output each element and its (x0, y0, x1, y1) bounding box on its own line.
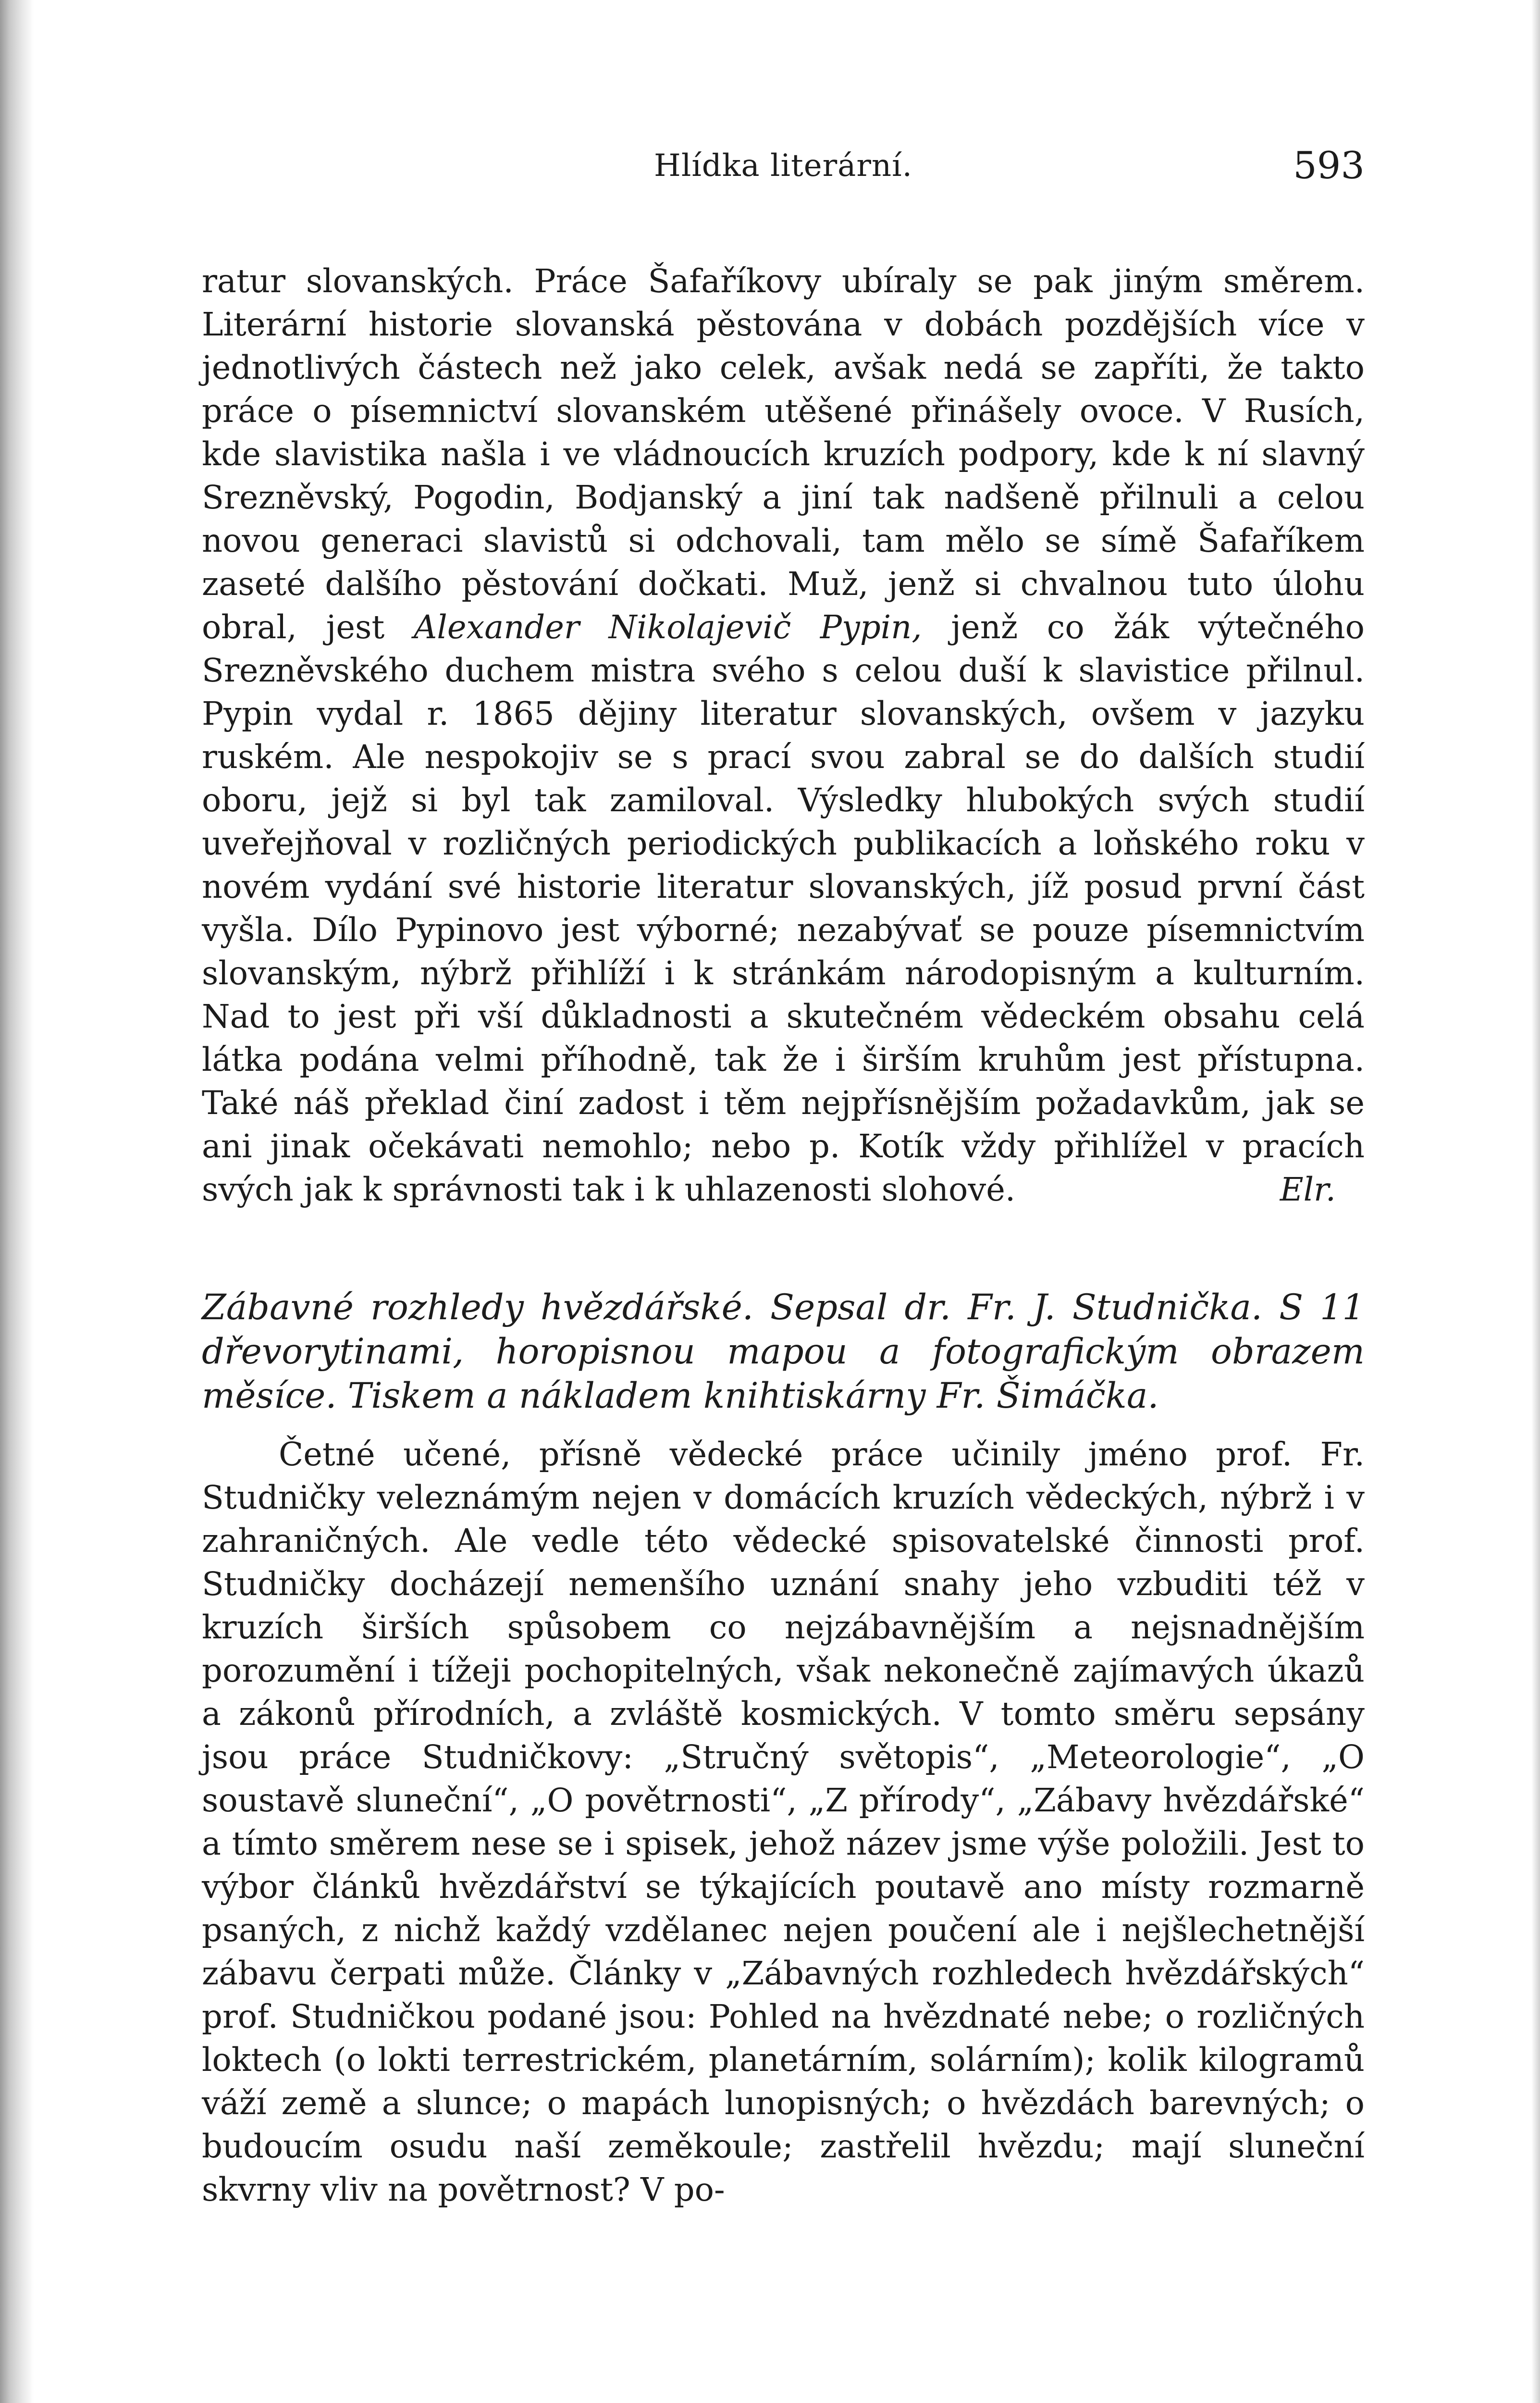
scan-edge-right (1531, 0, 1540, 2403)
author-name-italic: Alexander Nikolajevič Pypin, (414, 608, 922, 646)
scan-edge-left (0, 0, 34, 2403)
article-end-text: ratur slovanských. Práce Šafaříkovy ubíraly se pak jiným směrem. Literární historie slovanská pěstována v dobách pozdějších více v jednotlivých částech než jako celek, avšak nedá se zapříti, že takto práce o písemnictví slovanském utěšené přinášely ovoce. V Rusích, kde slavistika našla i ve vládnoucích kruzích podpory, kde k ní slavný Srezněvský, Pogodin, Bodjanský a jiní tak nadšeně přilnuli a celou novou generaci slavistů si odchovali, tam mělo se símě Šafaříkem zaseté dalšího pěstování dočkati. Muž, jenž si chvalnou tuto úlohu obral, jest (202, 262, 1365, 646)
page-number: 593 (1293, 144, 1365, 187)
book-page (202, 139, 1365, 2403)
review-heading: Zábavné rozhledy hvězdářské. Sepsal dr. Fr. J. Studnička. S 11 dřevorytinami, horopisnou mapou a fotografickým obrazem měsíce. Tiskem a nákladem knihtiskárny Fr. Šimáčka. (202, 1287, 1365, 1416)
article-end-text-cont: jenž co žák výtečného Srezněvského duchem mistra svého s celou duší k slavistice přilnul. Pypin vydal r. 1865 dějiny literatur slovanských, ovšem v jazyku ruském. Ale nespokojiv se s prací svou zabral se do dalších studií oboru, jejž si byl tak zamiloval. Výsledky hlubokých svých studií uveřejňoval v rozličných periodických publikacích a loňského roku v novém vydání své historie literatur slovanských, jíž posud první část vyšla. Dílo Pypinovo jest výborné; nezabývať se pouze písemnictvím slovanským, nýbrž přihlíží i k stránkám národopisným a kulturním. Nad to jest při vší důkladnosti a skutečném vědeckém obsahu celá látka podána velmi příhodně, tak že i širším kruhům jest přístupna. Také náš překlad činí zadost i těm nejpřísnějším požadavkům, jak se ani jinak očekávati nemohlo; nebo p. Kotík vždy přihlížel v pracích svých jak k správnosti tak i k uhlazenosti slohové. (202, 608, 1365, 1208)
running-title: Hlídka literární. (654, 148, 912, 184)
reviewer-signature: Elr. (1280, 1171, 1336, 1208)
article-end-paragraph (202, 260, 1365, 1211)
running-head (202, 139, 1365, 211)
review-body: Četné učené, přísně vědecké práce učinily jméno prof. Fr. Studničky veleznámým nejen v domácích kruzích vědeckých, nýbrž i v zahraničných. Ale vedle této vědecké spisovatelské činnosti prof. Studničky docházejí nemenšího uznání snahy jeho vzbuditi též v kruzích širších spůsobem co nejzábavnějším a nejsnadnějším porozumění i tížeji pochopitelných, však nekonečně zajímavých úkazů a zákonů přírodních, a zvláště kosmických. V tomto směru sepsány jsou práce Studničkovy: „Stručný světopis“, „Meteorologie“, „O soustavě sluneční“, „O povětrnosti“, „Z přírody“, „Zábavy hvězdářské“ a tímto směrem nese se i spisek, jehož název jsme výše položili. Jest to výbor článků hvězdářství se týkajících poutavě ano místy rozmarně psaných, z nichž každý vzdělanec nejen poučení ale i nejšlechetnější zábavu čerpati může. Články v „Zábavných rozhledech hvězdářských“ prof. Studničkou podané jsou: Pohled na hvězdnaté nebe; o rozličných loktech (o lokti terrestrickém, planetárním, solárním); kolik kilogramů váží země a slunce; o mapách lunopisných; o hvězdách barevných; o budoucím osudu naší zeměkoule; zastřelil hvězdu; mají sluneční skvrny vliv na povětrnost? V po- (202, 1436, 1365, 2208)
